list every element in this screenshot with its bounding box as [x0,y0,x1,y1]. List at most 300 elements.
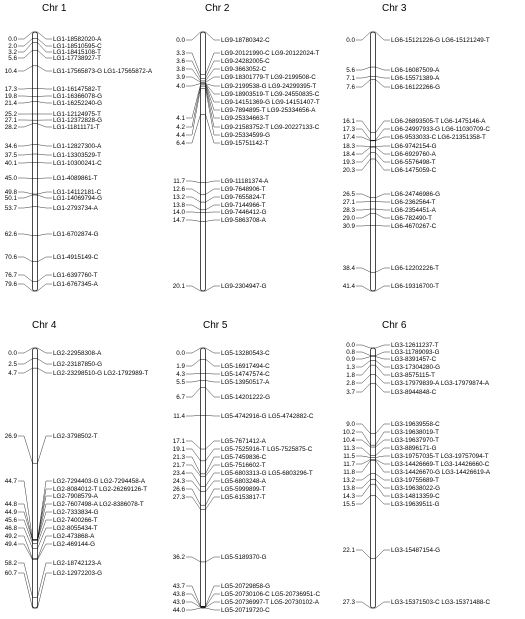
locus-position: 4.2 [176,124,185,132]
marker-name: LG1-16147582-T [53,86,101,94]
marker-leader [376,550,391,558]
marker-leader [206,602,221,607]
marker-leader [38,162,53,163]
locus-position: 0.9 [346,356,355,364]
marker-name: LG9-7144966-T [221,202,266,210]
position-leader [186,181,201,183]
locus-position: 11.7 [173,178,185,186]
position-leader [186,594,201,607]
marker-name: LG3-19637970-T [391,437,439,445]
locus-position: 3.8 [176,66,185,74]
position-leader [18,563,33,597]
marker-name: LG9-18301779-T LG9-2199508-C [221,74,316,82]
marker-name: LG3-8391457-C [391,356,437,364]
position-leader [186,457,201,474]
chromosome-title-6: Chr 6 [382,320,407,331]
marker-name: LG5-7525916-T LG5-7525875-C [221,446,313,454]
position-leader [18,573,33,608]
position-leader [356,194,371,198]
marker-leader [38,145,53,146]
marker-leader [38,32,53,39]
locus-position: 27.1 [4,117,17,125]
marker-name: LG1-17565873-G LG1-17565872-A [53,68,153,76]
locus-position: 3.9 [176,74,185,82]
marker-name: LG5-14201222-G [221,394,271,402]
locus-position: 49.4 [4,541,17,549]
position-leader [186,69,201,81]
locus-position: 11.7 [343,461,355,469]
marker-leader [206,557,221,562]
locus-position: 3.7 [346,389,355,397]
position-leader [18,192,33,194]
marker-name: LG9-5863708-A [221,217,266,225]
marker-leader [38,195,53,198]
marker-name: LG5-7671412-A [221,438,266,446]
marker-name: LG9-18903519-T LG9-24550835-C [221,91,320,99]
position-leader [356,448,371,456]
marker-leader [206,348,221,353]
position-leader [356,474,371,480]
marker-name: LG2-7294403-G LG2-7294458-A [53,478,146,486]
marker-name: LG1-12124975-T [53,111,101,119]
marker-leader [206,61,221,78]
locus-position: 6.4 [176,140,185,148]
marker-leader [38,124,53,127]
locus-position: 3.2 [8,49,17,57]
marker-name: LG9-15751142-T [221,140,269,148]
position-leader [356,365,371,375]
locus-position: 27.3 [342,599,355,607]
marker-name: LG1-16252240-G [53,100,103,108]
marker-leader [206,465,221,476]
marker-leader [206,197,221,202]
marker-name: LG6-2362564-T [391,199,436,207]
chromosome-bar [201,348,206,608]
locus-position: 2.5 [8,361,17,369]
marker-name: LG6-5576498-T [391,159,436,167]
locus-position: 26.5 [342,191,355,199]
locus-position: 7.6 [346,84,355,92]
chromosome-4 [5,348,149,608]
chromosome-bar [33,348,38,608]
position-leader [18,124,33,127]
locus-position: 40.1 [4,160,17,168]
chromosome-bar [201,32,206,291]
marker-leader [376,456,391,458]
marker-name: LG3-8575115-T [391,372,435,380]
position-leader [186,608,201,610]
marker-name: LG5-7516602-T [221,462,266,470]
marker-name: LG1-17738927-T [53,55,101,63]
marker-leader [206,84,221,86]
marker-name: LG9-11181374-A [221,178,269,186]
marker-name: LG3-17304280-G [391,364,441,372]
position-leader [186,388,201,397]
locus-position: 10.4 [4,68,17,76]
marker-leader [376,365,391,375]
marker-name: LG3-15487154-G [391,547,441,555]
marker-leader [376,360,391,367]
position-leader [356,602,371,608]
marker-leader [376,424,391,434]
locus-position: 41.4 [342,283,355,291]
locus-position: 28.3 [342,207,355,215]
locus-position: 26.9 [4,433,17,441]
marker-name: LG3-8896171-G [391,445,437,453]
locus-position: 49.2 [4,533,17,541]
locus-position: 0.0 [346,342,355,350]
marker-name: LG5-16917494-C [221,363,270,371]
marker-leader [38,368,53,373]
marker-name: LG1-13303529-T [53,152,101,160]
position-leader [18,162,33,163]
marker-name: LG6-2354451-A [391,207,436,215]
position-leader [186,602,201,607]
locus-position: 4.0 [176,83,185,91]
marker-name: LG2-7908579-A [53,493,98,501]
position-leader [186,61,201,78]
locus-position: 0.0 [8,350,17,358]
marker-leader [206,381,221,383]
locus-position: 11.3 [343,445,355,453]
locus-position: 29.0 [342,215,355,223]
position-leader [186,465,201,476]
locus-position: 1.3 [346,364,355,372]
position-leader [356,213,371,218]
position-leader [18,234,33,236]
position-leader [356,345,371,348]
position-leader [356,129,371,140]
locus-position: 5.6 [8,55,17,63]
locus-position: 19.1 [172,446,185,454]
locus-position: 30.9 [342,223,355,231]
chromosome-1 [5,32,153,291]
locus-position: 13.2 [172,194,185,202]
locus-position: 15.5 [342,501,355,509]
position-leader [18,195,33,198]
marker-name: LG1-4089861-T [53,175,98,183]
position-leader [356,209,371,210]
marker-name: LG5-6803248-A [221,478,266,486]
position-leader [356,496,371,504]
locus-position: 21.7 [172,462,185,470]
locus-position: 2.0 [8,43,17,51]
marker-name: LG3-19638022-G [391,485,441,493]
position-leader [18,102,33,103]
chromosome-bar [371,348,376,608]
chromosome-bar [33,32,38,291]
marker-leader [376,286,391,291]
chromosome-6 [343,342,491,608]
locus-position: 21.4 [4,100,17,108]
locus-position: 20.3 [342,167,355,175]
marker-name: LG3-19639511-G [391,501,440,509]
locus-position: 44.9 [4,509,17,517]
marker-leader [376,474,391,480]
marker-leader [376,209,391,210]
locus-position: 43.9 [172,599,185,607]
marker-leader [376,375,391,383]
position-leader [18,88,33,89]
marker-name: LG9-7446412-G [221,209,267,217]
locus-position: 17.1 [172,438,185,446]
marker-name: LG6-24746986-G [391,191,441,199]
chromosome-title-5: Chr 5 [203,320,228,331]
marker-leader [38,257,53,262]
locus-position: 11.8 [343,469,355,477]
locus-position: 4.4 [176,132,185,140]
position-leader [18,368,33,373]
marker-name: LG5-13280543-C [221,350,270,358]
position-leader [356,67,371,70]
locus-position: 45.6 [4,517,17,525]
position-leader [18,436,33,463]
locus-position: 18.4 [342,151,355,159]
locus-position: 45.0 [4,175,17,183]
locus-position: 11.5 [343,453,355,461]
locus-position: 12.6 [172,186,185,194]
locus-position: 22.1 [342,547,355,555]
locus-position: 60.7 [4,570,17,578]
locus-position: 49.8 [4,189,17,197]
marker-leader [206,189,221,194]
marker-name: LG2-23187850-G [53,361,103,369]
marker-leader [38,563,53,597]
marker-leader [38,42,53,52]
locus-position: 79.6 [4,281,17,289]
marker-leader [206,373,221,374]
marker-name: LG3-19638019-T [391,429,439,437]
chromosome-bar [371,32,376,291]
position-leader [18,42,33,52]
position-leader [18,275,33,282]
marker-name: LG3-19755689-T [391,477,439,485]
marker-leader [376,213,391,218]
position-leader [186,205,201,210]
locus-position: 17.3 [4,86,17,94]
position-leader [18,66,33,71]
marker-name: LG6-6929760-A [391,151,436,159]
locus-position: 0.0 [176,350,185,358]
marker-leader [38,207,53,208]
position-leader [186,497,201,509]
marker-name: LG2-7400266-T [53,517,98,525]
locus-position: 36.2 [172,554,185,562]
marker-name: LG2-7333834-G [53,509,99,517]
marker-leader [206,497,221,509]
marker-name: LG5-5999899-T [221,486,266,494]
marker-name: LG5-4742916-G LG5-4742882-C [221,413,314,421]
marker-name: LG2-3798502-T [53,433,98,441]
marker-leader [38,359,53,364]
marker-name: LG2-12972203-G [53,570,103,578]
position-leader [186,84,201,86]
chromosome-2 [173,32,320,291]
locus-position: 13.2 [342,477,355,485]
marker-leader [206,388,221,397]
locus-position: 14.0 [172,209,185,217]
locus-position: 3.6 [176,58,185,66]
locus-position: 34.6 [4,143,17,151]
marker-name: LG3-14813359-C [391,493,440,501]
marker-name: LG5-20730106-C LG5-20736951-C [221,591,321,599]
marker-leader [38,284,53,291]
locus-position: 18.3 [342,143,355,151]
marker-leader [376,448,391,456]
locus-position: 1.9 [176,363,185,371]
marker-leader [376,484,391,496]
marker-name: LG9-2199538-G LG9-24299395-T [221,83,317,91]
position-leader [356,383,371,392]
marker-name: LG1-6702874-G [53,231,99,239]
locus-position: 44.8 [4,501,17,509]
marker-name: LG5-7459836-C [221,454,267,462]
marker-leader [38,504,53,540]
marker-leader [38,275,53,282]
locus-position: 28.2 [4,124,17,132]
marker-name: LG9-7655824-T [221,194,266,202]
marker-leader [376,268,391,272]
marker-name: LG6-15121226-G LG6-15121249-T [391,37,490,45]
marker-leader [376,194,391,198]
position-leader [18,544,33,560]
marker-leader [206,205,221,210]
marker-name: LG6-15571389-A [391,75,440,83]
position-leader [186,441,201,449]
marker-leader [38,348,53,353]
marker-name: LG1-18510595-C [53,43,102,51]
chromosome-title-4: Chr 4 [32,320,57,331]
marker-leader [38,234,53,236]
locus-position: 0.8 [346,349,355,357]
marker-name: LG6-16122266-G [391,84,441,92]
position-leader [356,360,371,367]
marker-leader [206,286,221,291]
marker-leader [376,383,391,392]
marker-leader [376,345,391,348]
locus-position: 26.6 [172,486,185,494]
locus-position: 19.8 [4,93,17,101]
position-leader [356,286,371,291]
locus-position: 0.0 [8,36,17,44]
locus-position: 37.5 [4,152,17,160]
locus-position: 24.3 [172,478,185,486]
marker-name: LG3-14426670-G LG3-14426619-A [391,469,491,477]
marker-name: LG6-26893505-T LG6-1475146-A [391,118,486,126]
marker-name: LG6-19316700-T [391,283,439,291]
marker-leader [206,84,221,94]
marker-name: LG9-18780342-C [221,37,270,45]
position-leader [356,375,371,383]
marker-name: LG5-13950517-A [221,379,270,387]
marker-name: LG2-473868-A [53,533,95,541]
locus-position: 76.7 [4,272,17,280]
locus-position: 13.8 [172,202,185,210]
marker-name: LG9-7648906-T [221,186,266,194]
marker-leader [206,415,221,416]
marker-name: LG3-17979839-A LG3-17979874-A [391,380,490,388]
marker-leader [38,88,53,89]
chromosome-3 [343,32,491,291]
marker-name: LG6-9533033-C LG6-21351358-T [391,134,486,142]
marker-leader [206,181,221,183]
marker-name: LG5-5189370-G [221,554,267,562]
marker-name: LG3-11789093-G [391,349,440,357]
locus-position: 43.7 [172,583,185,591]
marker-leader [206,441,221,449]
position-leader [186,197,201,202]
position-leader [186,557,201,562]
marker-leader [38,66,53,71]
marker-name: LG2-22958308-A [53,350,102,358]
marker-leader [376,432,391,445]
locus-position: 70.6 [4,254,17,262]
marker-name: LG5-14747574-C [221,371,270,379]
marker-leader [376,460,391,472]
position-leader [186,373,201,374]
locus-position: 5.5 [176,379,185,387]
locus-position: 0.0 [346,37,355,45]
position-leader [356,32,371,40]
locus-position: 13.8 [342,485,355,493]
position-leader [356,460,371,472]
locus-position: 14.7 [172,217,185,225]
marker-name: LG1-2793734-A [53,205,98,213]
position-leader [356,432,371,445]
marker-name: LG6-12202226-T [391,265,439,273]
locus-position: 27.3 [172,494,185,502]
position-leader [18,257,33,262]
marker-name: LG1-16366078-G [53,93,103,101]
locus-position: 17.4 [342,134,355,142]
marker-leader [376,602,391,608]
marker-name: LG1-11811171-T [53,124,100,132]
locus-position: 43.8 [172,591,185,599]
marker-leader [38,50,53,58]
marker-leader [376,357,391,359]
marker-name: LG3-12611237-T [391,342,439,350]
marker-name: LG1-14069794-G [53,195,103,203]
marker-name: LG6-9742154-G [391,143,437,151]
locus-position: 2.8 [346,380,355,388]
locus-position: 16.1 [342,118,355,126]
locus-position: 58.2 [4,560,17,568]
locus-position: 4.3 [176,371,185,379]
position-leader [356,440,371,447]
marker-leader [206,473,221,486]
marker-name: LG5-6153817-T [221,494,266,502]
marker-leader [206,69,221,81]
marker-name: LG5-20729858-G [221,583,271,591]
position-leader [356,268,371,272]
marker-leader [376,479,391,488]
marker-leader [206,608,221,610]
locus-position: 3.3 [176,50,185,58]
marker-name: LG1-18415108-T [53,49,101,57]
marker-name: LG3-19639558-C [391,421,440,429]
marker-leader [376,147,391,154]
locus-position: 44.0 [172,607,185,615]
marker-name: LG9-2304947-G [221,283,267,291]
chromosome-title-1: Chr 1 [42,3,67,14]
marker-leader [38,489,53,539]
marker-leader [206,32,221,40]
marker-leader [376,76,391,78]
marker-name: LG5-20719720-C [221,607,270,615]
marker-name: LG9-21583752-T LG9-20227133-C [221,124,320,132]
locus-position: 25.2 [4,111,17,119]
locus-position: 19.3 [342,159,355,167]
